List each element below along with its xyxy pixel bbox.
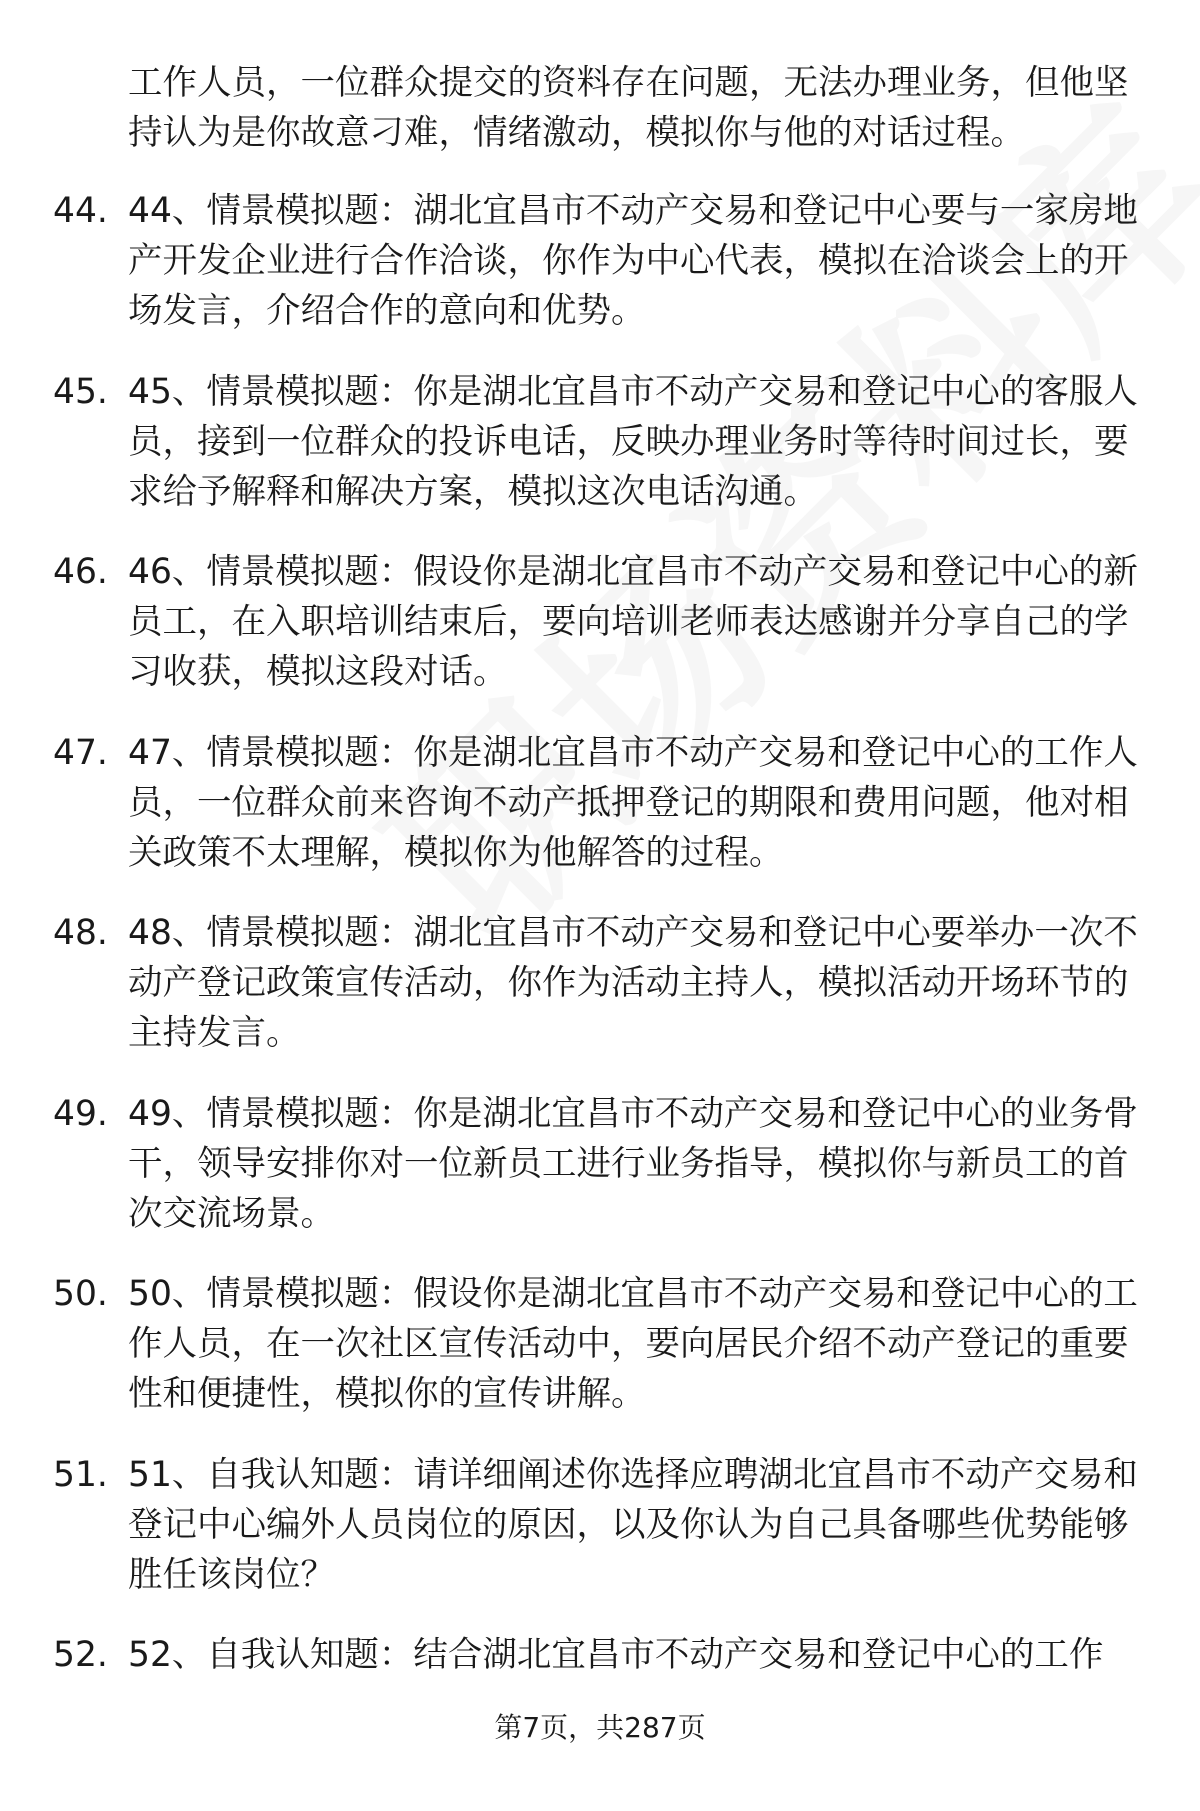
list-item-text: 48、情景模拟题：湖北宜昌市不动产交易和登记中心要举办一次不动产登记政策宣传活动，你作为活动主持人，模拟活动开场环节的主持发言。 xyxy=(128,913,1138,1053)
list-item-text: 50、情景模拟题：假设你是湖北宜昌市不动产交易和登记中心的工作人员，在一次社区宣传活动中，要向居民介绍不动产登记的重要性和便捷性，模拟你的宣传讲解。 xyxy=(128,1274,1138,1414)
list-item-number: 47. xyxy=(53,732,108,773)
list-item-number: 45. xyxy=(53,371,108,412)
list-item xyxy=(0,1450,1200,1631)
page-footer: 第7页，共287页 xyxy=(494,1711,706,1744)
list-item xyxy=(0,728,1200,909)
question-list xyxy=(0,186,1200,1811)
list-item xyxy=(0,547,1200,728)
list-item-number: 48. xyxy=(53,913,108,953)
list-item-number: 52. xyxy=(53,1635,108,1675)
list-item-text: 49、情景模拟题：你是湖北宜昌市不动产交易和登记中心的业务骨干，领导安排你对一位新员工进行业务指导，模拟你与新员工的首次交流场景。 xyxy=(128,1093,1138,1234)
list-item-number: 50. xyxy=(53,1274,108,1314)
list-item xyxy=(0,1089,1200,1270)
continued-question-text: 工作人员，一位群众提交的资料存在问题，无法办理业务，但他坚持认为是你故意刁难，情绪激动，模拟你与他的对话过程。 xyxy=(128,63,1129,153)
list-item-number: 49. xyxy=(53,1093,108,1134)
list-item xyxy=(0,1269,1200,1450)
list-item-text: 45、情景模拟题：你是湖北宜昌市不动产交易和登记中心的客服人员，接到一位群众的投诉电话，反映办理业务时等待时间过长，要求给予解释和解决方案，模拟这次电话沟通。 xyxy=(128,371,1138,512)
list-item xyxy=(0,186,1200,367)
list-item-text: 51、自我认知题：请详细阐述你选择应聘湖北宜昌市不动产交易和登记中心编外人员岗位的原因，以及你认为自己具备哪些优势能够胜任该岗位？ xyxy=(128,1454,1138,1595)
list-item-text: 46、情景模拟题：假设你是湖北宜昌市不动产交易和登记中心的新员工，在入职培训结束后，要向培训老师表达感谢并分享自己的学习收获，模拟这段对话。 xyxy=(128,552,1138,692)
list-item-text: 47、情景模拟题：你是湖北宜昌市不动产交易和登记中心的工作人员，一位群众前来咨询不动产抵押登记的期限和费用问题，他对相关政策不太理解，模拟你为他解答的过程。 xyxy=(128,732,1138,873)
list-item-text: 52、自我认知题：结合湖北宜昌市不动产交易和登记中心的工作 xyxy=(128,1635,1104,1675)
list-item xyxy=(0,367,1200,548)
list-item-text: 44、情景模拟题：湖北宜昌市不动产交易和登记中心要与一家房地产开发企业进行合作洽谈，你作为中心代表，模拟在洽谈会上的开场发言，介绍合作的意向和优势。 xyxy=(128,191,1138,331)
list-item xyxy=(0,908,1200,1089)
list-item-number: 46. xyxy=(53,552,108,592)
list-item-number: 44. xyxy=(53,191,108,231)
list-item-number: 51. xyxy=(53,1454,108,1495)
